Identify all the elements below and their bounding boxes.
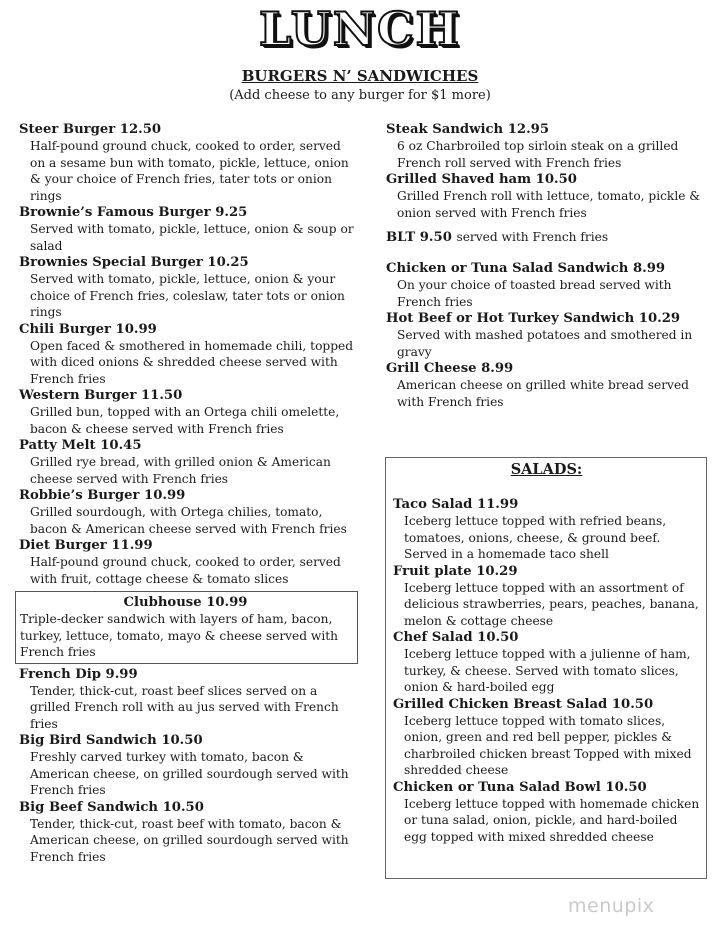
item-description: Triple-decker sandwich with layers of ham, bacon, turkey, lettuce, tomato, mayo & cheese served with French fries bbox=[20, 612, 338, 659]
item-description: American cheese on grilled white bread served with French fries bbox=[397, 378, 689, 409]
menu-item bbox=[393, 779, 700, 846]
item-name: Chef Salad 10.50 bbox=[393, 630, 519, 645]
menu-item bbox=[19, 121, 359, 204]
item-name: Patty Melt 10.45 bbox=[19, 438, 142, 453]
menu-item bbox=[393, 563, 700, 630]
item-name bbox=[386, 229, 716, 246]
right-column bbox=[386, 121, 716, 410]
item-name-text: BLT 9.50 bbox=[386, 230, 452, 245]
menu-item bbox=[19, 437, 359, 487]
item-name: Chicken or Tuna Salad Bowl 10.50 bbox=[393, 779, 647, 795]
menu-item bbox=[19, 732, 359, 799]
section-heading-burgers: BURGERS N’ SANDWICHES bbox=[241, 67, 479, 85]
item-description: Served with tomato, pickle, lettuce, onion & your choice of French fries, coleslaw, tater tots or onion rings bbox=[30, 272, 345, 319]
item-description: 6 oz Charbroiled top sirloin steak on a grilled French roll served with French fries bbox=[397, 139, 679, 170]
item-description: Served with tomato, pickle, lettuce, onion & soup or salad bbox=[30, 222, 354, 253]
salads-box bbox=[385, 457, 707, 879]
item-name: Fruit plate 10.29 bbox=[393, 563, 518, 579]
menu-title: LUNCH bbox=[258, 2, 462, 56]
item-name: Taco Salad 11.99 bbox=[393, 497, 519, 512]
item-name: Big Beef Sandwich 10.50 bbox=[19, 799, 204, 815]
item-description: Iceberg lettuce topped with tomato slices, onion, green and red bell pepper, pickles & charbroiled chicken breast Topped with mixed shredded cheese bbox=[404, 713, 692, 777]
item-name: French Dip 9.99 bbox=[19, 666, 138, 682]
item-description: Iceberg lettuce topped with an assortment of delicious strawberries, pears, peaches, banana, melon & cottage cheese bbox=[404, 580, 699, 628]
item-name: Steak Sandwich 12.95 bbox=[386, 122, 550, 137]
item-description: Half-pound ground chuck, cooked to order, served with fruit, cottage cheese & tomato slices bbox=[30, 555, 341, 586]
item-description: Open faced & smothered in homemade chili, topped with diced onions & shredded cheese served with French fries bbox=[30, 338, 354, 386]
item-name: Grilled Shaved ham 10.50 bbox=[386, 172, 577, 187]
menu-item bbox=[393, 696, 700, 779]
item-name: Diet Burger 11.99 bbox=[19, 538, 153, 553]
menu-item bbox=[386, 310, 716, 360]
item-description: On your choice of toasted bread served with French fries bbox=[397, 278, 672, 309]
menu-item bbox=[19, 321, 359, 388]
item-description: served with French fries bbox=[456, 230, 609, 244]
left-column bbox=[19, 121, 359, 865]
menu-item bbox=[386, 260, 716, 310]
menu-item bbox=[19, 666, 359, 733]
item-description: Served with mashed potatoes and smothered in gravy bbox=[397, 328, 693, 359]
item-description: Iceberg lettuce topped with a julienne of ham, turkey, & cheese. Served with tomato slices, onion & hard-boiled egg bbox=[404, 647, 691, 694]
menu-item bbox=[386, 171, 716, 221]
item-name: Hot Beef or Hot Turkey Sandwich 10.29 bbox=[386, 311, 681, 326]
item-name: Brownie’s Famous Burger 9.25 bbox=[19, 205, 248, 220]
menu-item bbox=[393, 629, 700, 696]
menu-item bbox=[386, 360, 716, 410]
cheese-note: (Add cheese to any burger for $1 more) bbox=[229, 88, 491, 103]
menu-item bbox=[19, 799, 359, 866]
item-description: Freshly carved turkey with tomato, bacon & American cheese, on grilled sourdough served with French fries bbox=[30, 750, 349, 797]
menu-item-blt bbox=[386, 229, 716, 246]
item-description: Half-pound ground chuck, cooked to order, served on a sesame bun with tomato, pickle, lettuce, onion & your choice of French fries, tater tots or onion rings bbox=[30, 139, 349, 203]
item-description: Grilled French roll with lettuce, tomato, pickle & onion served with French fries bbox=[397, 189, 701, 220]
menu-item bbox=[19, 487, 359, 537]
menu-item bbox=[386, 121, 716, 171]
item-name: Clubhouse 10.99 bbox=[123, 595, 248, 610]
item-name: Chili Burger 10.99 bbox=[19, 321, 157, 337]
salads-heading: SALADS: bbox=[510, 461, 583, 478]
item-description: Iceberg lettuce topped with refried beans, tomatoes, onions, cheese, & ground beef. Served in a homemade taco shell bbox=[404, 514, 667, 561]
item-name: Grill Cheese 8.99 bbox=[386, 361, 514, 376]
menu-item bbox=[19, 387, 359, 437]
item-description: Grilled rye bread, with grilled onion & American cheese served with French fries bbox=[30, 455, 331, 486]
clubhouse-box bbox=[15, 591, 358, 664]
menu-item bbox=[19, 254, 359, 321]
item-description: Grilled sourdough, with Ortega chilies, tomato, bacon & American cheese served with French fries bbox=[30, 505, 347, 536]
menu-item bbox=[19, 537, 359, 587]
item-name: Western Burger 11.50 bbox=[19, 388, 183, 403]
item-name: Big Bird Sandwich 10.50 bbox=[19, 733, 203, 748]
item-description: Iceberg lettuce topped with homemade chicken or tuna salad, onion, pickle, and hard-boiled egg topped with mixed shredded cheese bbox=[404, 796, 700, 844]
item-name: Brownies Special Burger 10.25 bbox=[19, 255, 249, 270]
item-name: Robbie’s Burger 10.99 bbox=[19, 488, 186, 503]
watermark-logo: menupix bbox=[568, 895, 655, 917]
item-name: Grilled Chicken Breast Salad 10.50 bbox=[393, 696, 654, 712]
item-description: Tender, thick-cut, roast beef with tomato, bacon & American cheese, on grilled sourdough served with French fries bbox=[30, 816, 349, 864]
item-name: Steer Burger 12.50 bbox=[19, 122, 162, 137]
item-name: Chicken or Tuna Salad Sandwich 8.99 bbox=[386, 261, 666, 276]
item-description: Tender, thick-cut, roast beef slices served on a grilled French roll with au jus served with French fries bbox=[30, 683, 339, 731]
menu-item bbox=[19, 204, 359, 254]
item-description: Grilled bun, topped with an Ortega chili omelette, bacon & cheese served with French fries bbox=[30, 405, 340, 436]
menu-item bbox=[393, 496, 700, 563]
